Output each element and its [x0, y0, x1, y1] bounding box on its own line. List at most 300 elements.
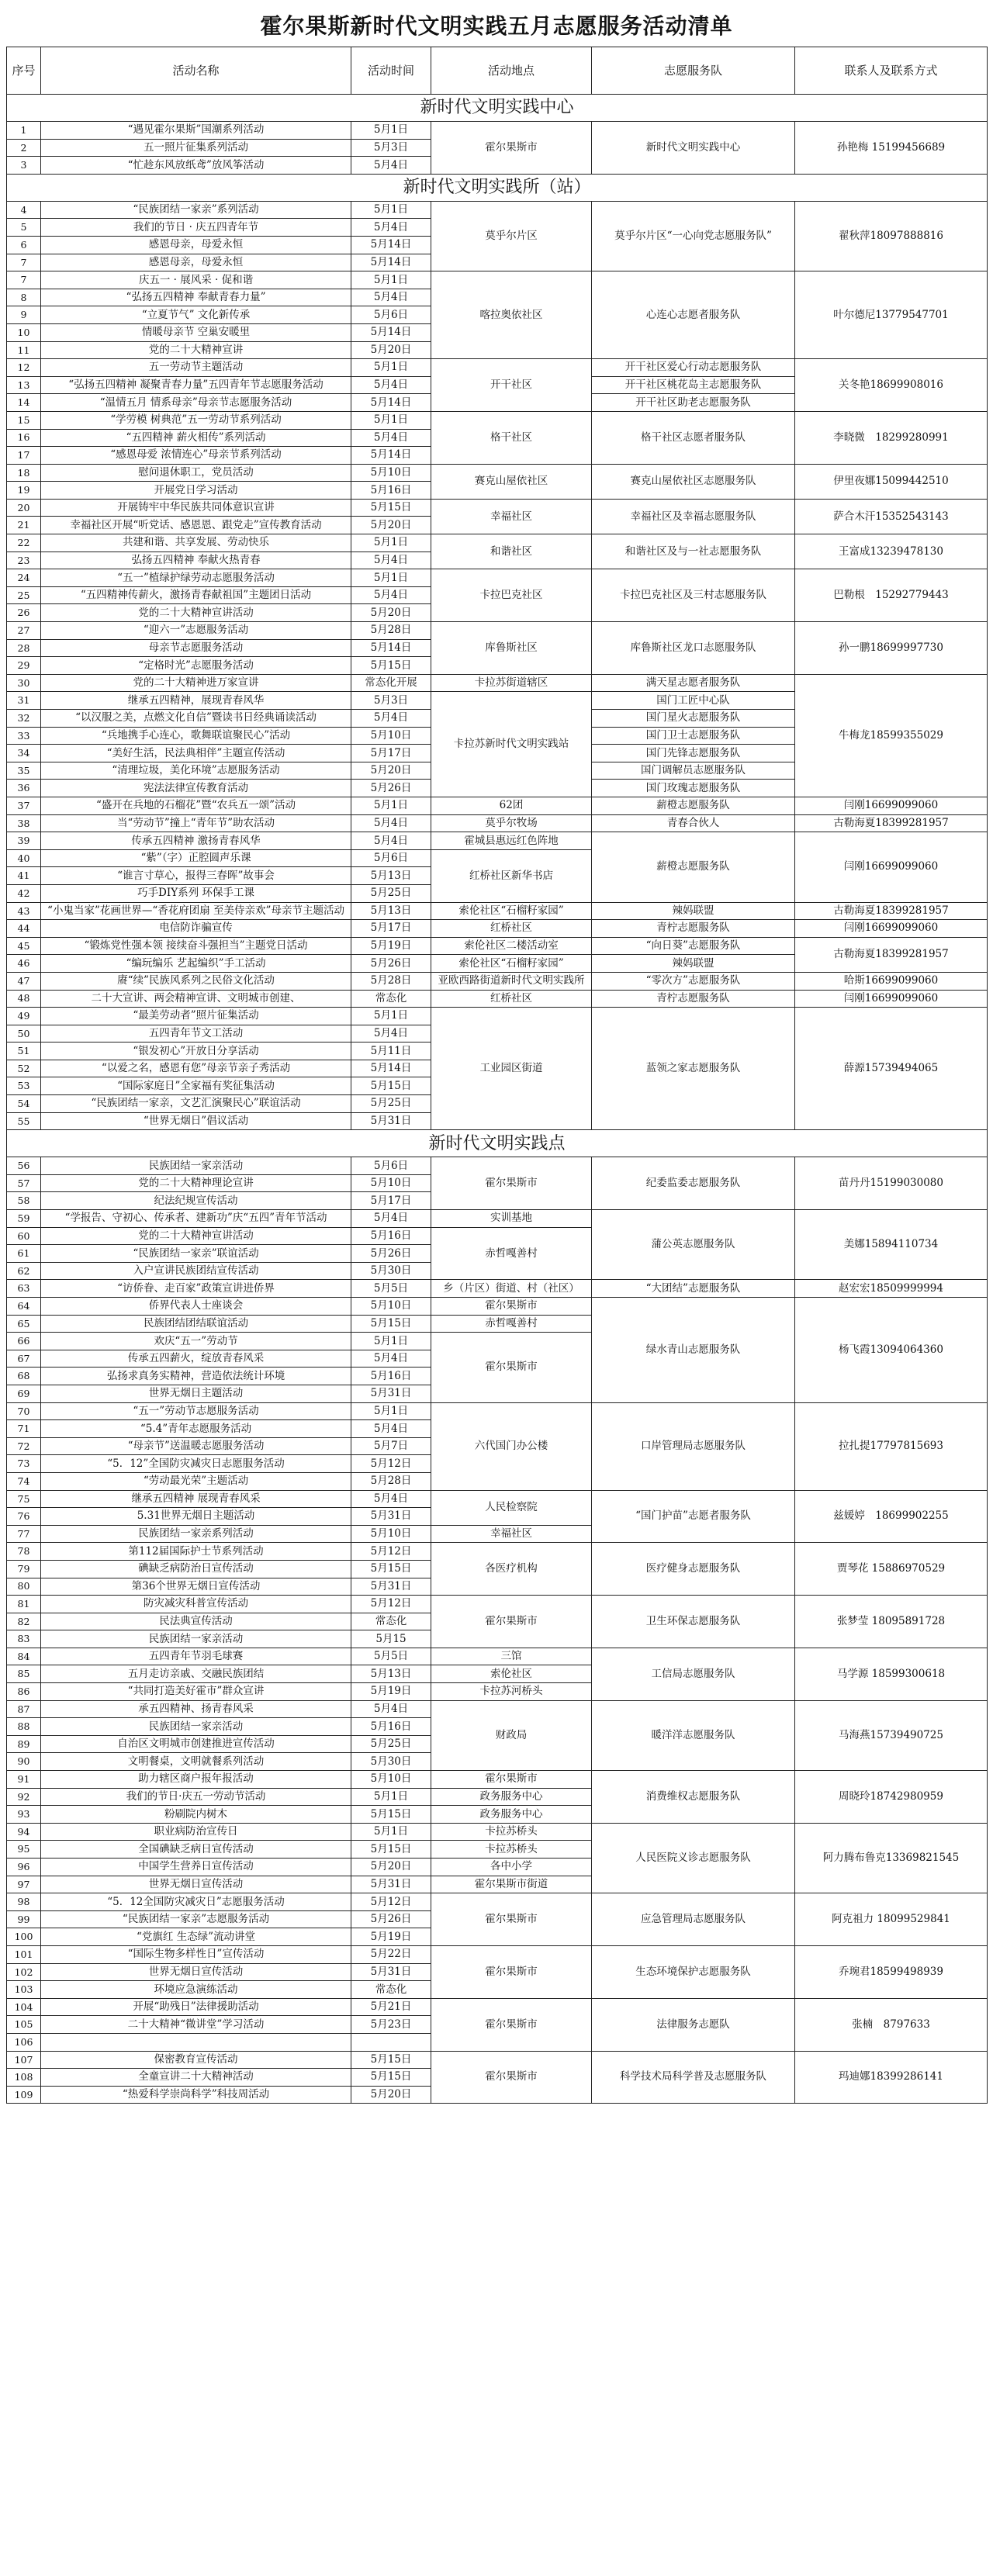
cell-time: 5月4日	[351, 586, 431, 604]
cell-contact: 叶尔德尼13779547701	[795, 271, 988, 359]
cell-no: 50	[7, 1025, 41, 1043]
cell-no: 86	[7, 1683, 41, 1701]
cell-team: 暖洋洋志愿服务队	[592, 1700, 795, 1770]
cell-no: 30	[7, 674, 41, 692]
cell-no: 32	[7, 710, 41, 728]
cell-location: 莫乎尔片区	[431, 201, 592, 271]
table-row	[7, 2051, 988, 2069]
cell-no: 15	[7, 411, 41, 429]
cell-team: 莫乎尔片区“一心向党志愿服务队”	[592, 201, 795, 271]
cell-no: 94	[7, 1823, 41, 1841]
cell-no: 76	[7, 1508, 41, 1526]
cell-activity: 党的二十大精神宣讲	[41, 341, 351, 359]
cell-contact: 薛源15739494065	[795, 1008, 988, 1130]
cell-location: 政务服务中心	[431, 1806, 592, 1824]
cell-team: 满天星志愿者服务队	[592, 674, 795, 692]
cell-team: 辣妈联盟	[592, 902, 795, 920]
cell-activity: 五一照片征集系列活动	[41, 139, 351, 157]
cell-contact: 关冬艳18699908016	[795, 359, 988, 412]
cell-location: 幸福社区	[431, 1525, 592, 1543]
cell-no: 20	[7, 499, 41, 517]
table-row	[7, 1157, 988, 1175]
cell-time: 5月1日	[351, 359, 431, 377]
cell-activity: “民族团结一家亲，文艺汇演聚民心”联谊活动	[41, 1095, 351, 1113]
cell-time: 5月31日	[351, 1578, 431, 1596]
cell-contact: 巴勒根 15292779443	[795, 569, 988, 622]
cell-contact: 周晓玲18742980959	[795, 1771, 988, 1824]
cell-time: 5月10日	[351, 1298, 431, 1316]
cell-activity: 职业病防治宣传日	[41, 1823, 351, 1841]
cell-activity: 纪法纪规宣传活动	[41, 1192, 351, 1210]
cell-location: 卡拉苏街道辖区	[431, 674, 592, 692]
cell-location: 索伦社区“石榴籽家园”	[431, 902, 592, 920]
cell-activity: 环境应急演练活动	[41, 1981, 351, 1999]
cell-activity: “民族团结一家亲”联谊活动	[41, 1245, 351, 1263]
cell-location: 赛克山屋依社区	[431, 464, 592, 499]
cell-contact: 古勒海夏18399281957	[795, 814, 988, 832]
cell-time: 5月7日	[351, 1437, 431, 1455]
cell-no: 42	[7, 884, 41, 902]
cell-activity: 母亲节志愿服务活动	[41, 639, 351, 657]
cell-contact: 玛迪娜18399286141	[795, 2051, 988, 2104]
cell-team: 开干社区助老志愿服务队	[592, 394, 795, 412]
cell-no: 27	[7, 622, 41, 640]
cell-time: 5月4日	[351, 1350, 431, 1368]
cell-activity: “国际生物多样性日”宣传活动	[41, 1945, 351, 1963]
cell-location: 格干社区	[431, 411, 592, 464]
cell-time: 5月4日	[351, 376, 431, 394]
cell-contact: 杨飞霞13094064360	[795, 1298, 988, 1403]
cell-time: 5月14日	[351, 236, 431, 254]
cell-no: 38	[7, 814, 41, 832]
cell-team: “国门护苗”志愿者服务队	[592, 1490, 795, 1543]
cell-no: 58	[7, 1192, 41, 1210]
cell-activity: 防灾减灾科普宣传活动	[41, 1596, 351, 1613]
cell-location: 霍尔果斯市	[431, 122, 592, 175]
cell-time: 5月12日	[351, 1596, 431, 1613]
table-row	[7, 990, 988, 1008]
cell-activity: “编玩编乐 艺起编织”手工活动	[41, 955, 351, 973]
cell-time: 5月25日	[351, 884, 431, 902]
cell-location: 红桥社区	[431, 920, 592, 938]
cell-no: 53	[7, 1077, 41, 1095]
cell-activity: “5．12”全国防灾减灾日志愿服务活动	[41, 1455, 351, 1473]
cell-time: 5月10日	[351, 727, 431, 745]
cell-activity: 巧手DIY系列 环保手工课	[41, 884, 351, 902]
cell-contact: 苗丹丹15199030080	[795, 1157, 988, 1210]
cell-no: 91	[7, 1771, 41, 1789]
cell-contact: 贾琴花 15886970529	[795, 1543, 988, 1596]
cell-no: 89	[7, 1735, 41, 1753]
cell-time: 5月20日	[351, 1859, 431, 1876]
cell-location: 霍尔果斯市	[431, 1596, 592, 1648]
cell-time: 5月4日	[351, 157, 431, 175]
table-row	[7, 1998, 988, 2016]
cell-activity: 党的二十大精神宣讲活动	[41, 604, 351, 622]
cell-time: 5月30日	[351, 1753, 431, 1771]
cell-contact: 兹媛婷 18699902255	[795, 1490, 988, 1543]
cell-time: 常态化	[351, 1981, 431, 1999]
cell-time: 5月31日	[351, 1112, 431, 1130]
cell-contact: 萨合木汗15352543143	[795, 499, 988, 534]
cell-time: 5月10日	[351, 1174, 431, 1192]
cell-activity: 民法典宣传活动	[41, 1613, 351, 1630]
cell-time: 5月16日	[351, 1227, 431, 1245]
section-title: 新时代文明实践点	[7, 1130, 988, 1157]
cell-activity: 世界无烟日宣传活动	[41, 1876, 351, 1893]
cell-team: 卡拉巴克社区及三村志愿服务队	[592, 569, 795, 622]
cell-no: 73	[7, 1455, 41, 1473]
cell-location: 喀拉奥依社区	[431, 271, 592, 359]
table-row	[7, 1543, 988, 1561]
cell-team: 工信局志愿服务队	[592, 1648, 795, 1700]
cell-team: 国门调解员志愿服务队	[592, 762, 795, 780]
cell-no: 48	[7, 990, 41, 1008]
cell-activity: “共同打造美好霍市”群众宣讲	[41, 1683, 351, 1701]
cell-activity: 五月走访亲戚、交融民族团结	[41, 1665, 351, 1683]
cell-activity: 继承五四精神 展现青春风采	[41, 1490, 351, 1508]
cell-time: 5月26日	[351, 780, 431, 797]
cell-time: 5月4日	[351, 552, 431, 569]
cell-no: 52	[7, 1060, 41, 1077]
cell-no: 98	[7, 1893, 41, 1911]
cell-time: 5月25日	[351, 1095, 431, 1113]
cell-time: 5月25日	[351, 1735, 431, 1753]
cell-time: 5月10日	[351, 464, 431, 482]
cell-time: 5月4日	[351, 1210, 431, 1228]
cell-activity: “5.4”青年志愿服务活动	[41, 1420, 351, 1438]
cell-time: 5月1日	[351, 1333, 431, 1350]
cell-activity: “弘扬五四精神 凝聚青春力量”五四青年节志愿服务活动	[41, 376, 351, 394]
cell-contact: 阿克祖力 18099529841	[795, 1893, 988, 1946]
cell-no: 96	[7, 1859, 41, 1876]
cell-activity: 入户宣讲民族团结宣传活动	[41, 1262, 351, 1280]
cell-activity: 当“劳动节”撞上“青年节”助农活动	[41, 814, 351, 832]
cell-time: 5月13日	[351, 902, 431, 920]
cell-contact: 孙一鹏18699997730	[795, 622, 988, 675]
cell-time: 5月23日	[351, 2016, 431, 2034]
cell-activity: “访侨眷、走百家”政策宣讲进侨界	[41, 1280, 351, 1298]
cell-time: 5月15日	[351, 1806, 431, 1824]
cell-team: 口岸管理局志愿服务队	[592, 1402, 795, 1490]
cell-activity: “盛开在兵地的石榴花”暨“农兵五一颂”活动	[41, 797, 351, 814]
cell-location: 三馆	[431, 1648, 592, 1665]
cell-location: 亚欧西路街道新时代文明实践所	[431, 972, 592, 990]
header-location: 活动地点	[431, 47, 592, 95]
cell-time: 5月4日	[351, 710, 431, 728]
cell-time: 5月1日	[351, 534, 431, 552]
table-row	[7, 622, 988, 640]
cell-contact: 拉扎提17797815693	[795, 1402, 988, 1490]
cell-time: 5月15日	[351, 2051, 431, 2069]
cell-location: 红桥社区新华书店	[431, 849, 592, 902]
cell-location: 卡拉巴克社区	[431, 569, 592, 622]
cell-activity: 世界无烟日宣传活动	[41, 1963, 351, 1981]
cell-team: 卫生环保志愿服务队	[592, 1596, 795, 1648]
cell-no: 103	[7, 1981, 41, 1999]
cell-no: 95	[7, 1841, 41, 1859]
cell-time: 5月4日	[351, 289, 431, 306]
cell-team: 心连心志愿者服务队	[592, 271, 795, 359]
cell-no: 8	[7, 289, 41, 306]
cell-contact: 古勒海夏18399281957	[795, 937, 988, 972]
cell-activity: 五四青年节羽毛球赛	[41, 1648, 351, 1665]
cell-activity: “5．12全国防灾减灾日”志愿服务活动	[41, 1893, 351, 1911]
cell-time: 5月11日	[351, 1043, 431, 1060]
cell-no: 40	[7, 849, 41, 867]
cell-no: 44	[7, 920, 41, 938]
cell-no: 33	[7, 727, 41, 745]
cell-activity: 二十大宣讲、两会精神宣讲、文明城市创建、	[41, 990, 351, 1008]
cell-no: 60	[7, 1227, 41, 1245]
cell-time: 5月28日	[351, 622, 431, 640]
cell-time: 常态化	[351, 1613, 431, 1630]
cell-no: 70	[7, 1402, 41, 1420]
cell-activity: “最美劳动者”照片征集活动	[41, 1008, 351, 1025]
cell-no: 36	[7, 780, 41, 797]
cell-location: 人民检察院	[431, 1490, 592, 1525]
table-row	[7, 359, 988, 377]
table-row	[7, 814, 988, 832]
cell-team: 生态环境保护志愿服务队	[592, 1945, 795, 1998]
cell-no: 81	[7, 1596, 41, 1613]
cell-activity: 庆五一 · 展风采 · 促和谐	[41, 271, 351, 289]
cell-location: 幸福社区	[431, 499, 592, 534]
cell-activity: “民族团结一家亲”志愿服务活动	[41, 1910, 351, 1928]
cell-time: 5月14日	[351, 323, 431, 341]
cell-team: 蓝领之家志愿服务队	[592, 1008, 795, 1130]
cell-time: 5月14日	[351, 639, 431, 657]
cell-location: 赤哲嘎善村	[431, 1227, 592, 1280]
cell-no: 97	[7, 1876, 41, 1893]
cell-contact: 闫刚16699099060	[795, 920, 988, 938]
cell-time: 5月30日	[351, 1262, 431, 1280]
cell-location: 各中小学	[431, 1859, 592, 1876]
cell-no: 102	[7, 1963, 41, 1981]
cell-time: 5月4日	[351, 1025, 431, 1043]
cell-activity: 慰问退休职工，党员活动	[41, 464, 351, 482]
cell-activity: “学劳模 树典范”五一劳动节系列活动	[41, 411, 351, 429]
cell-no: 92	[7, 1788, 41, 1806]
cell-activity: 传承五四薪火，绽放青春风采	[41, 1350, 351, 1368]
cell-activity: “热爱科学崇尚科学”科技周活动	[41, 2086, 351, 2104]
cell-time: 5月4日	[351, 832, 431, 850]
cell-time: 5月17日	[351, 745, 431, 762]
cell-time: 5月20日	[351, 2086, 431, 2104]
cell-no: 3	[7, 157, 41, 175]
cell-time: 5月3日	[351, 692, 431, 710]
cell-no: 68	[7, 1368, 41, 1385]
cell-contact: 乔琬君18599498939	[795, 1945, 988, 1998]
header-team: 志愿服务队	[592, 47, 795, 95]
cell-time: 5月22日	[351, 1945, 431, 1963]
table-row	[7, 1280, 988, 1298]
cell-no: 64	[7, 1298, 41, 1316]
cell-time: 5月19日	[351, 1683, 431, 1701]
cell-time: 5月1日	[351, 569, 431, 587]
cell-no: 85	[7, 1665, 41, 1683]
cell-time: 5月16日	[351, 1368, 431, 1385]
cell-activity: 五一劳动节主题活动	[41, 359, 351, 377]
cell-contact: 闫刚16699099060	[795, 797, 988, 814]
cell-no: 99	[7, 1910, 41, 1928]
cell-location: 乡（片区）街道、村（社区）	[431, 1280, 592, 1298]
cell-activity: 第112届国际护士节系列活动	[41, 1543, 351, 1561]
cell-location: 索伦社区“石榴籽家园”	[431, 955, 592, 973]
cell-contact: 张楠 8797633	[795, 1998, 988, 2051]
header-time: 活动时间	[351, 47, 431, 95]
cell-time: 5月14日	[351, 1060, 431, 1077]
cell-activity: 助力辖区商户报年报活动	[41, 1771, 351, 1789]
cell-team: 纪委监委志愿服务队	[592, 1157, 795, 1210]
cell-activity: 幸福社区开展“听党话、感恩恩、跟党走”宣传教育活动	[41, 517, 351, 534]
cell-no: 57	[7, 1174, 41, 1192]
cell-activity: 文明餐桌，文明就餐系列活动	[41, 1753, 351, 1771]
cell-team: “向日葵”志愿服务队	[592, 937, 795, 955]
cell-team: “大团结”志愿服务队	[592, 1280, 795, 1298]
cell-no: 18	[7, 464, 41, 482]
cell-team: 国门玫瑰志愿服务队	[592, 780, 795, 797]
cell-no: 75	[7, 1490, 41, 1508]
cell-activity: 感恩母亲，母爱永恒	[41, 236, 351, 254]
cell-no: 88	[7, 1718, 41, 1736]
cell-team: 格干社区志愿者服务队	[592, 411, 795, 464]
cell-time: 5月31日	[351, 1508, 431, 1526]
cell-no: 109	[7, 2086, 41, 2104]
cell-time: 5月15日	[351, 1315, 431, 1333]
cell-activity: “锻炼党性强本领 接续奋斗强担当”主题党日活动	[41, 937, 351, 955]
cell-time: 5月1日	[351, 1008, 431, 1025]
table-row	[7, 569, 988, 587]
cell-activity: “以爱之名，感恩有您”母亲节亲子秀活动	[41, 1060, 351, 1077]
cell-activity: 侨界代表人士座谈会	[41, 1298, 351, 1316]
cell-time: 5月13日	[351, 867, 431, 885]
cell-activity: 保密教育宣传活动	[41, 2051, 351, 2069]
cell-time: 5月20日	[351, 341, 431, 359]
cell-time: 5月1日	[351, 271, 431, 289]
cell-activity: 开展党日学习活动	[41, 482, 351, 500]
cell-activity: 我们的节日 · 庆五四青年节	[41, 219, 351, 237]
cell-no: 59	[7, 1210, 41, 1228]
cell-activity: “国际家庭日”全家福有奖征集活动	[41, 1077, 351, 1095]
cell-time: 5月28日	[351, 1472, 431, 1490]
cell-time: 5月4日	[351, 1490, 431, 1508]
cell-no: 61	[7, 1245, 41, 1263]
cell-activity: 感恩母亲，母爱永恒	[41, 254, 351, 271]
cell-time: 5月31日	[351, 1385, 431, 1402]
cell-no: 71	[7, 1420, 41, 1438]
cell-no: 77	[7, 1525, 41, 1543]
cell-location: 霍尔果斯市	[431, 1157, 592, 1210]
cell-no: 25	[7, 586, 41, 604]
cell-time: 5月15	[351, 1630, 431, 1648]
cell-activity: “五一”植绿护绿劳动志愿服务活动	[41, 569, 351, 587]
cell-time: 5月15日	[351, 1841, 431, 1859]
cell-no: 80	[7, 1578, 41, 1596]
cell-location: 各医疗机构	[431, 1543, 592, 1596]
cell-activity: 民族团结一家亲系列活动	[41, 1525, 351, 1543]
cell-no: 13	[7, 376, 41, 394]
cell-activity: “五一”劳动节志愿服务活动	[41, 1402, 351, 1420]
cell-no: 14	[7, 394, 41, 412]
cell-activity: “遇见霍尔果斯”国潮系列活动	[41, 122, 351, 140]
cell-team: 幸福社区及幸福志愿服务队	[592, 499, 795, 534]
cell-time: 5月4日	[351, 1700, 431, 1718]
cell-no: 65	[7, 1315, 41, 1333]
cell-time: 5月4日	[351, 219, 431, 237]
cell-activity: “定格时光”志愿服务活动	[41, 657, 351, 675]
cell-contact: 孙艳梅 15199456689	[795, 122, 988, 175]
cell-team: 青柠志愿服务队	[592, 920, 795, 938]
cell-no: 26	[7, 604, 41, 622]
cell-contact: 赵宏宏18509999994	[795, 1280, 988, 1298]
cell-time: 5月15日	[351, 2069, 431, 2087]
cell-activity: “五四精神 薪火相传”系列活动	[41, 429, 351, 447]
cell-team: 国门先锋志愿服务队	[592, 745, 795, 762]
cell-no: 11	[7, 341, 41, 359]
cell-activity: “感恩母爱 浓情连心”母亲节系列活动	[41, 447, 351, 465]
cell-no: 35	[7, 762, 41, 780]
cell-activity: “母亲节”送温暖志愿服务活动	[41, 1437, 351, 1455]
cell-location: 索伦社区	[431, 1665, 592, 1683]
table-row	[7, 1596, 988, 1613]
cell-no: 54	[7, 1095, 41, 1113]
cell-time: 5月19日	[351, 937, 431, 955]
cell-no: 55	[7, 1112, 41, 1130]
table-header-row	[7, 47, 988, 95]
cell-activity: 开展“助残日”法律援助活动	[41, 1998, 351, 2016]
cell-time: 5月26日	[351, 1245, 431, 1263]
table-row	[7, 411, 988, 429]
cell-time: 5月1日	[351, 201, 431, 219]
cell-team: 库鲁斯社区龙口志愿服务队	[592, 622, 795, 675]
cell-team: 人民医院义诊志愿服务队	[592, 1823, 795, 1893]
cell-no: 107	[7, 2051, 41, 2069]
cell-time: 5月1日	[351, 797, 431, 814]
cell-activity: “学报告、守初心、传承者、建新功”庆“五四”青年节活动	[41, 1210, 351, 1228]
cell-location: 霍城县惠远红色阵地	[431, 832, 592, 850]
table-row	[7, 797, 988, 814]
cell-location: 62团	[431, 797, 592, 814]
cell-activity: 开展铸牢中华民族共同体意识宣讲	[41, 499, 351, 517]
cell-team: 科学技术局科学普及志愿服务队	[592, 2051, 795, 2104]
cell-time: 5月12日	[351, 1455, 431, 1473]
cell-activity: 自治区文明城市创建推进宣传活动	[41, 1735, 351, 1753]
cell-activity: 党的二十大精神理论宣讲	[41, 1174, 351, 1192]
cell-no: 79	[7, 1560, 41, 1578]
cell-activity: 承五四精神、扬青春风采	[41, 1700, 351, 1718]
cell-no: 66	[7, 1333, 41, 1350]
cell-no: 74	[7, 1472, 41, 1490]
cell-location: 卡拉苏桥头	[431, 1823, 592, 1841]
cell-no: 84	[7, 1648, 41, 1665]
cell-contact: 伊里夜娜15099442510	[795, 464, 988, 499]
cell-team: 蒲公英志愿服务队	[592, 1210, 795, 1280]
cell-location: 实训基地	[431, 1210, 592, 1228]
cell-team: 赛克山屋依社区志愿服务队	[592, 464, 795, 499]
cell-location: 霍尔果斯市	[431, 1893, 592, 1946]
cell-activity: 弘扬求真务实精神，营造依法统计环境	[41, 1368, 351, 1385]
cell-time: 5月16日	[351, 482, 431, 500]
cell-time: 5月6日	[351, 849, 431, 867]
section-header-row	[7, 174, 988, 201]
cell-no: 17	[7, 447, 41, 465]
table-row	[7, 902, 988, 920]
cell-no: 105	[7, 2016, 41, 2034]
cell-activity: “劳动最光荣”主题活动	[41, 1472, 351, 1490]
cell-no: 7	[7, 271, 41, 289]
cell-activity: 电信防诈骗宣传	[41, 920, 351, 938]
